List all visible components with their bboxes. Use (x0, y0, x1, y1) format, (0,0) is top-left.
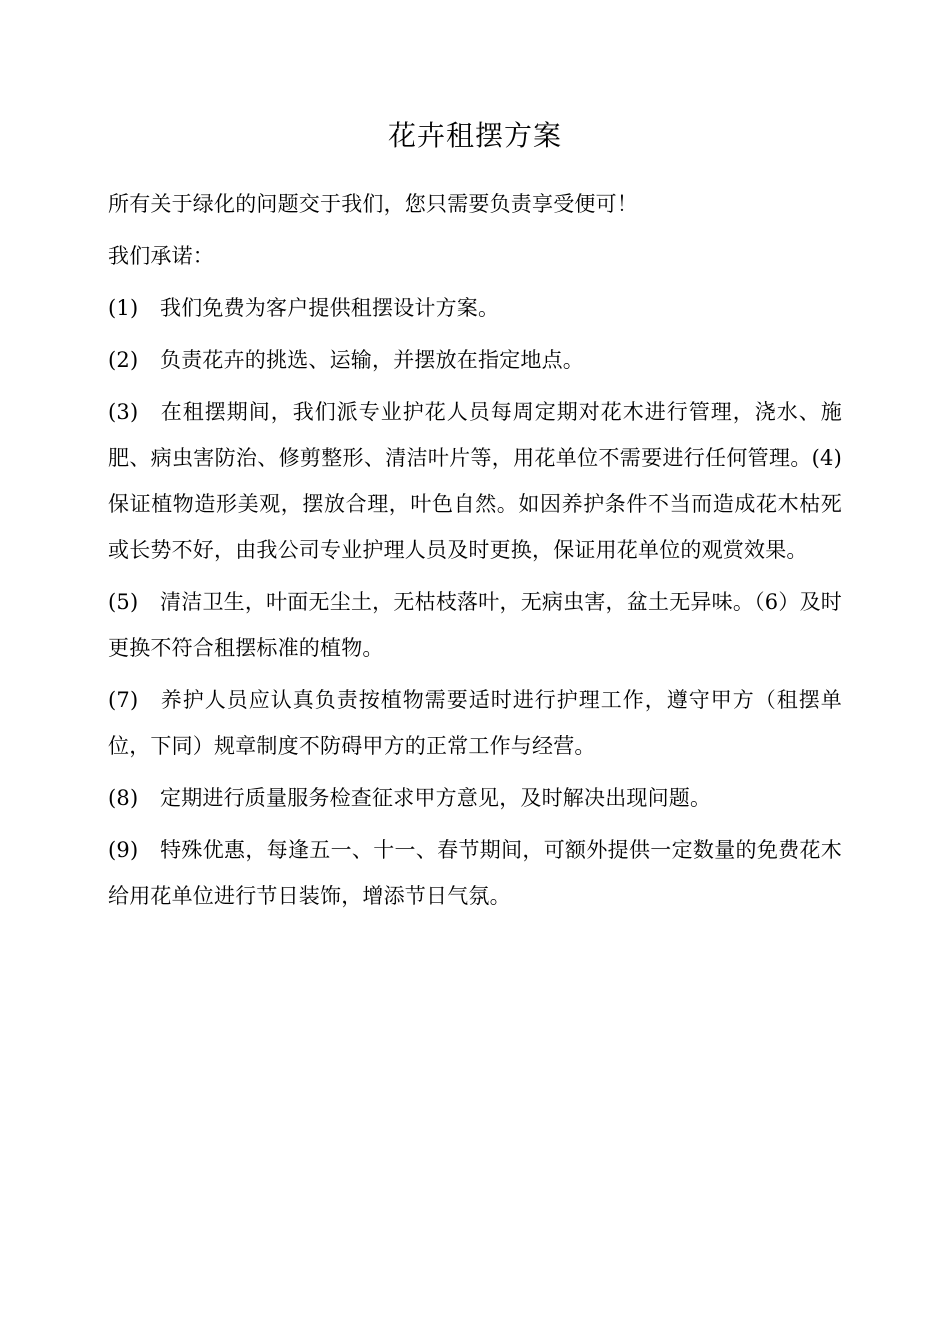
list-item-9 (108, 827, 842, 919)
list-text-7: 养护人员应认真负责按植物需要适时进行护理工作，遵守甲方（租摆单位，下同）规章制度不防碍甲方的正常工作与经营。 (108, 688, 842, 759)
intro-paragraph-1: 所有关于绿化的问题交于我们，您只需要负责享受便可！ (108, 192, 638, 217)
intro-paragraph-2: 我们承诺： (108, 244, 214, 269)
list-marker-2: (2) (108, 348, 139, 373)
list-item-2 (108, 337, 842, 383)
page-title: 花卉租摆方案 (387, 119, 562, 152)
list-marker-1: (1) (108, 296, 139, 321)
list-item-5 (108, 579, 842, 671)
list-text-3: 在租摆期间，我们派专业护花人员每周定期对花木进行管理，浇水、施肥、病虫害防治、修剪整形、清洁叶片等，用花单位不需要进行任何管理。(4) 保证植物造形美观，摆放合理，叶色自然。如因养护条件不当而造成花木枯死或长势不好，由我公司专业护理人员及时更换，保证用花单位的观赏效果。 (108, 400, 864, 563)
list-item-3 (108, 389, 864, 573)
list-item-8 (108, 775, 842, 821)
list-text-1: 我们免费为客户提供租摆设计方案。 (160, 296, 500, 321)
list-item-7 (108, 677, 842, 769)
list-marker-9: (9) (108, 838, 139, 863)
list-text-8: 定期进行质量服务检查征求甲方意见，及时解决出现问题。 (160, 786, 712, 811)
list-item-1 (108, 285, 842, 331)
list-text-9: 特殊优惠，每逢五一、十一、春节期间，可额外提供一定数量的免费花木给用花单位进行节日装饰，增添节日气氛。 (108, 838, 842, 909)
list-text-5: 清洁卫生，叶面无尘土，无枯枝落叶，无病虫害，盆土无异味。（6）及时更换不符合租摆标准的植物。 (108, 590, 842, 661)
list-marker-3: (3) (108, 400, 139, 425)
list-text-2: 负责花卉的挑选、运输，并摆放在指定地点。 (160, 348, 584, 373)
list-marker-8: (8) (108, 786, 139, 811)
list-marker-5: (5) (108, 590, 139, 615)
list-marker-7: (7) (108, 688, 139, 713)
